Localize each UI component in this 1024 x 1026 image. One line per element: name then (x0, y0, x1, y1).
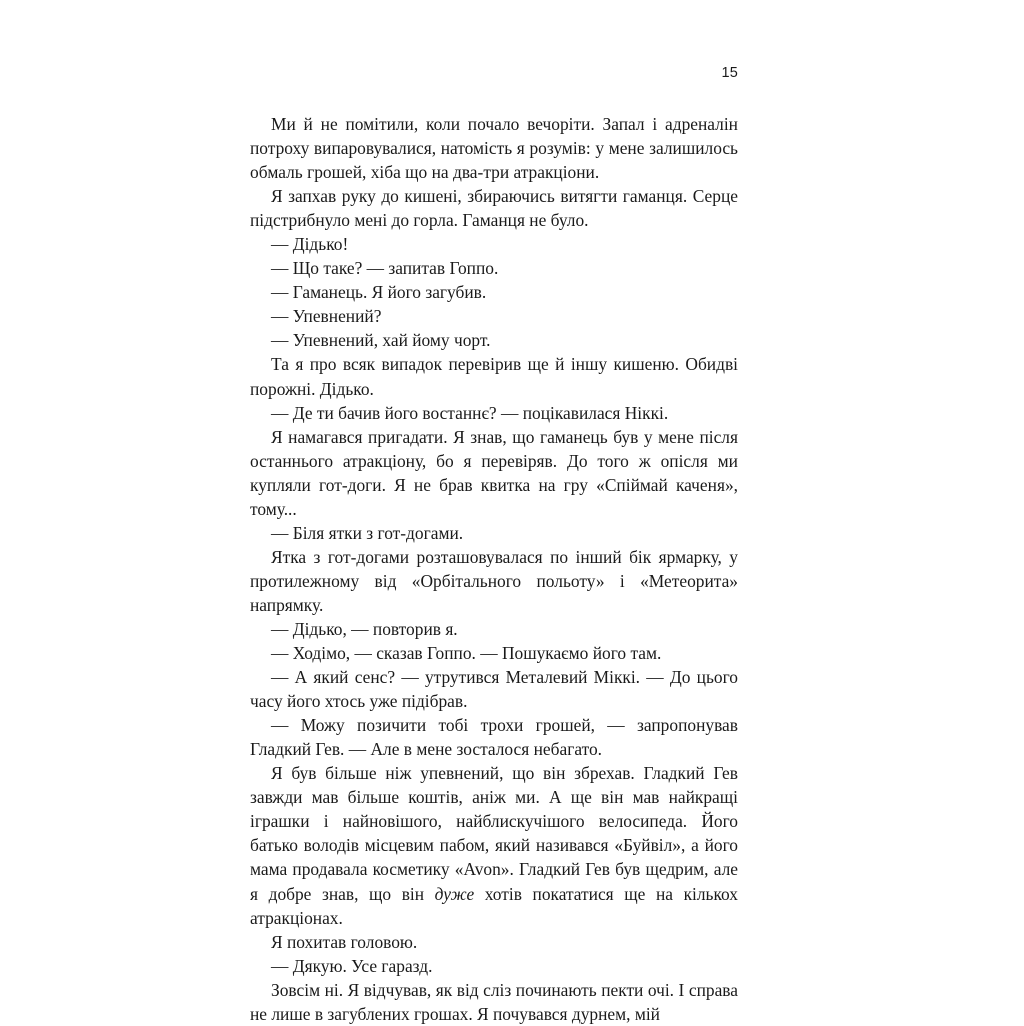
dialogue-line: — Біля ятки з гот-догами. (271, 522, 464, 543)
paragraph-with-emphasis: Я був більше ніж упевнений, що він збрехав. Гладкий Гев завжди мав більше коштів, аніж ми. А ще він мав найкращі іграшки і найновішого, найблискучішого велосипеда. Його батько володів місцевим пабом, який називався «Буйвіл», а його мама продавала косметику «Avon». Гладкий Гев був щедрим, але я добре знав, що він дуже хотів покататися ще на кількох атракціонах. (250, 763, 738, 928)
paragraph: Ятка з гот-догами розташовувалася по інший бік ярмарку, у протилежному від «Орбітального польоту» і «Метеорита» напрямку. (250, 546, 738, 615)
dialogue-line: — Гаманець. Я його загубив. (271, 282, 487, 303)
dialogue-line: — Де ти бачив його востаннє? — поцікавилася Ніккі. (271, 402, 669, 423)
dialogue-line: — Що таке? — запитав Гоппо. (271, 258, 499, 279)
body-text-block (250, 112, 738, 1026)
dialogue-line: — Ходімо, — сказав Гоппо. — Пошукаємо його там. (271, 643, 662, 664)
paragraph: Я запхав руку до кишені, збираючись витягти гаманця. Серце підстрибнуло мені до горла. Гаманця не було. (250, 186, 738, 231)
emphasized-word: дуже (434, 883, 475, 904)
paragraph: — Можу позичити тобі трохи грошей, — запропонував Гладкий Гев. — Але в мене зосталося небагато. (250, 715, 738, 760)
paragraph: Я похитав головою. (271, 931, 418, 952)
paragraph: Ми й не помітили, коли почало вечоріти. Запал і адреналін потроху випаровувалися, натомість я розумів: у мене залишилось обмаль грошей, хіба що на два-три атракціони. (250, 114, 738, 183)
paragraph: Зовсім ні. Я відчував, як від сліз починають пекти очі. І справа не лише в загублених грошах. Я почувався дурнем, мій (250, 979, 738, 1024)
dialogue-line: — Упевнений? (271, 306, 382, 327)
dialogue-line: — Упевнений, хай йому чорт. (271, 330, 491, 351)
paragraph: — А який сенс? — утрутився Металевий Міккі. — До цього часу його хтось уже підібрав. (250, 667, 738, 712)
dialogue-line: — Дідько! (271, 234, 349, 255)
dialogue-line: — Дякую. Усе гаразд. (271, 955, 433, 976)
paragraph: Та я про всяк випадок перевірив ще й іншу кишеню. Обидві порожні. Дідько. (250, 354, 738, 399)
paragraph: Я намагався пригадати. Я знав, що гаманець був у мене після останнього атракціону, бо я перевіряв. До того ж опісля ми купляли гот-доги. Я не брав квитка на гру «Спіймай каченя», тому... (250, 426, 738, 519)
page-number: 15 (721, 65, 738, 81)
dialogue-line: — Дідько, — повторив я. (271, 618, 458, 639)
folio-row (250, 64, 738, 82)
